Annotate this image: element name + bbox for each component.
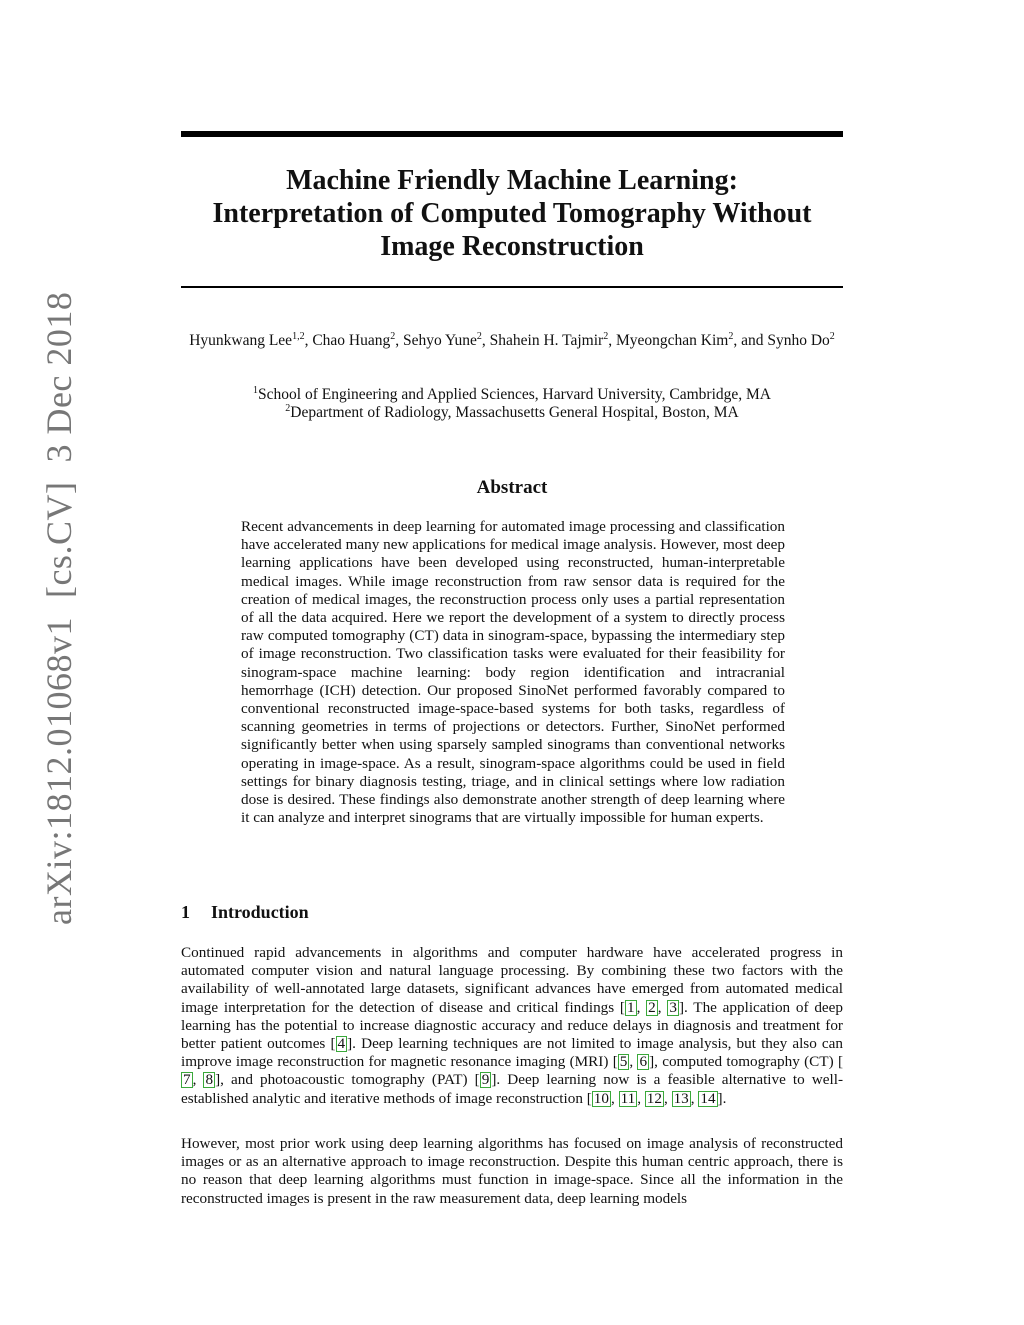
paragraph-text: ]. Deep learning now is a feasible alternative to well-established analytic and iterative methods of image reconstruction [ <box>181 1071 844 1107</box>
citation-link[interactable]: 3 <box>669 998 677 1016</box>
section-title: Introduction <box>211 902 309 922</box>
author-affiliation-mark: 2 <box>603 330 609 342</box>
author-separator: , and <box>733 332 768 349</box>
author-separator: , <box>481 332 490 349</box>
title-line-3: Image Reconstruction <box>380 231 644 262</box>
paper-title <box>181 164 843 263</box>
paragraph-text: , <box>636 998 647 1016</box>
paragraph-text: , <box>192 1071 204 1089</box>
citation-link[interactable]: 7 <box>183 1071 191 1089</box>
author-affiliation-mark: 2 <box>390 330 396 342</box>
affiliation-list <box>181 386 843 422</box>
author-name: Shahein H. Tajmir <box>489 332 604 349</box>
affiliation-text: Department of Radiology, Massachusetts General Hospital, Boston, MA <box>290 404 739 421</box>
affiliation-mark: 2 <box>285 402 291 414</box>
abstract-text: Recent advancements in deep learning for automated image processing and classification have accelerated many new applications for medical image analysis. However, most deep learning applications have been developed using reconstructed, human-interpretable medical images. While image reconstruction from raw sensor data is required for the creation of medical images, the reconstruction process only uses a partial representation of all the data acquired. Here we report the development of a system to directly process raw computed tomography (CT) data in sinogram-space, bypassing the intermediary step of image reconstruction. Two classification tasks were evaluated for their feasibility for sinogram-space machine learning: body region identification and intracranial hemorrhage (ICH) detection. Our proposed SinoNet performed favorably compared to conventional reconstructed image-space-based systems for both tasks, regardless of scanning geometries in terms of projections or detectors. Further, SinoNet performed significantly better when using sparsely sampled sinograms than conventional networks operating in image-space. As a result, sinogram-space algorithms could be used in field settings for binary diagnosis testing, triage, and in clinical settings where low radiation dose is desired. These findings also demonstrate another strength of deep learning where it can analyze and interpret sinograms that are virtually impossible for human experts. <box>241 518 785 827</box>
author-affiliation-mark: 2 <box>829 330 835 342</box>
author-name: Hyunkwang Lee <box>189 332 293 349</box>
citation-link[interactable]: 14 <box>700 1089 716 1107</box>
paragraph-text: , <box>629 1053 638 1071</box>
citation-link[interactable]: 12 <box>646 1089 662 1107</box>
paragraph-text: ]. Deep learning techniques are not limited to image analysis, but they also can improve image reconstruction for magnetic resonance imaging (MRI) [ <box>181 1035 843 1071</box>
affiliation-line <box>181 404 843 422</box>
author-name: Sehyo Yune <box>402 332 477 349</box>
paragraph-text: , <box>690 1089 699 1107</box>
citation-link[interactable]: 11 <box>620 1089 636 1107</box>
title-bottom-rule <box>181 286 843 288</box>
author-name: Synho Do <box>767 332 830 349</box>
author-affiliation-mark: 2 <box>728 330 734 342</box>
affiliation-line <box>181 386 843 404</box>
section-heading-introduction <box>181 902 309 923</box>
citation-link[interactable]: 9 <box>481 1071 490 1089</box>
citation-link[interactable]: 4 <box>337 1035 346 1053</box>
paragraph-text: Continued rapid advancements in algorithms and computer hardware have accelerated progress in automated computer vision and natural language processing. By combining these two factors with the availability of well-annotated large datasets, significant advances have emerged from automated medical image interpretation for the detection of disease and critical findings [ <box>181 944 843 1016</box>
author-separator: , <box>304 332 313 349</box>
author-list <box>181 331 843 350</box>
affiliation-text: School of Engineering and Applied Sciences, Harvard University, Cambridge, MA <box>258 386 771 403</box>
citation-link[interactable]: 6 <box>639 1053 648 1071</box>
paragraph-text: , <box>657 998 668 1016</box>
citation-link[interactable]: 8 <box>205 1071 214 1089</box>
affiliation-mark: 1 <box>253 384 259 396</box>
citation-link[interactable]: 5 <box>619 1053 628 1071</box>
author-separator: , <box>608 332 616 349</box>
author-affiliation-mark: 2 <box>476 330 482 342</box>
author-separator: , <box>395 332 403 349</box>
citation-link[interactable]: 2 <box>648 998 656 1016</box>
paragraph-text: ]. The application of deep learning has the potential to increase diagnostic accuracy and reduce delays in diagnosis and treatment for better patient outcomes [ <box>181 998 844 1053</box>
citation-link[interactable]: 10 <box>593 1089 609 1107</box>
intro-paragraph-2: However, most prior work using deep learning algorithms has focused on image analysis of reconstructed images or as an alternative approach to image reconstruction. Despite this human centric approach, there is no reason that deep learning algorithms must function in image-space. Since all the information in the reconstructed images is present in the raw measurement data, deep learning models <box>181 1135 843 1207</box>
abstract-heading: Abstract <box>476 477 548 498</box>
intro-paragraph-1 <box>181 944 843 1108</box>
paragraph-text: , <box>637 1089 645 1107</box>
title-top-rule <box>181 131 843 137</box>
paragraph-text: ]. <box>717 1089 727 1107</box>
section-number: 1 <box>181 902 190 922</box>
paragraph-text: ], computed tomography (CT) [ <box>649 1053 844 1071</box>
paragraph-text: , <box>663 1089 672 1107</box>
title-line-2: Interpretation of Computed Tomography Without <box>212 198 812 229</box>
paragraph-text: ], and photoacoustic tomography (PAT) [ <box>215 1071 480 1089</box>
author-name: Myeongchan Kim <box>615 332 729 349</box>
citation-link[interactable]: 1 <box>627 998 635 1016</box>
paragraph-text: , <box>610 1089 619 1107</box>
citation-link[interactable]: 13 <box>673 1089 689 1107</box>
author-affiliation-mark: 1,2 <box>292 330 305 342</box>
author-name: Chao Huang <box>312 332 391 349</box>
arxiv-identifier[interactable]: arXiv:1812.01068v1 [cs.CV] 3 Dec 2018 <box>39 291 79 925</box>
title-line-1: Machine Friendly Machine Learning: <box>286 165 738 196</box>
